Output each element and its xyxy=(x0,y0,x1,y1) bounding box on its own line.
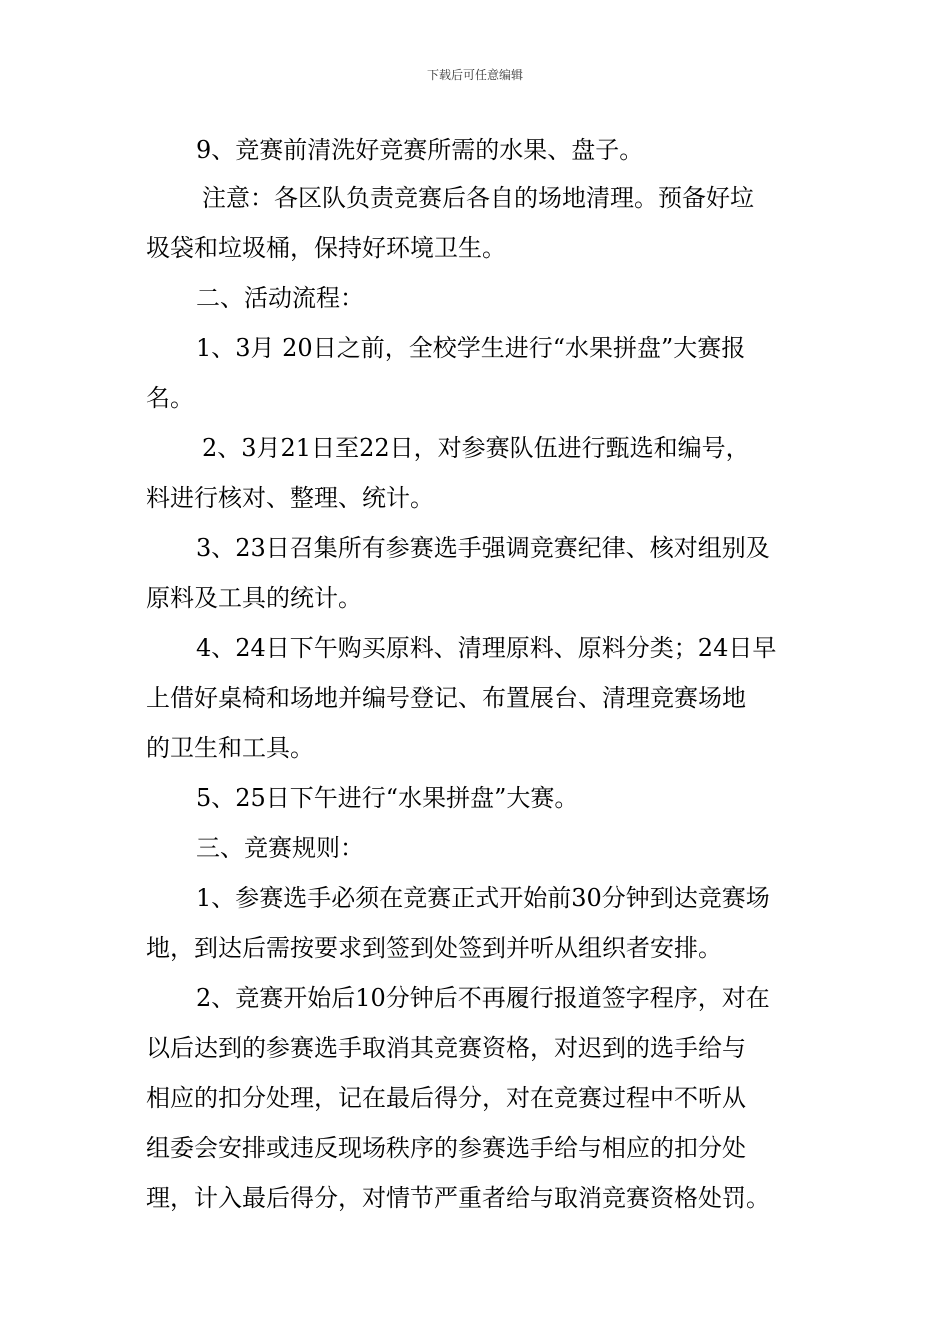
text-line: 1、3月 20日之前，全校学生进行“水果拼盘”大赛报 xyxy=(196,334,746,362)
section-heading: 二、活动流程： xyxy=(196,284,364,312)
text-line: 上借好桌椅和场地并编号登记、布置展台、清理竞赛场地 xyxy=(146,684,746,712)
text-line: 地，到达后需按要求到签到处签到并听从组织者安排。 xyxy=(146,934,722,962)
text-line: 4、24日下午购买原料、清理原料、原料分类；24日早 xyxy=(196,634,777,662)
text-line: 料进行核对、整理、统计。 xyxy=(146,484,434,512)
text-line: 9、竞赛前清洗好竞赛所需的水果、盘子。 xyxy=(196,136,644,164)
text-line: 3、23日召集所有参赛选手强调竞赛纪律、核对组别及 xyxy=(196,534,770,562)
text-line: 相应的扣分处理，记在最后得分，对在竞赛过程中不听从 xyxy=(146,1084,746,1112)
page-header: 下载后可任意编辑 xyxy=(426,68,523,82)
text-line: 以后达到的参赛选手取消其竞赛资格，对迟到的选手给与 xyxy=(146,1034,746,1062)
text-line: 5、25日下午进行“水果拼盘”大赛。 xyxy=(196,784,579,812)
text-line: 组委会安排或违反现场秩序的参赛选手给与相应的扣分处 xyxy=(146,1134,746,1162)
text-line: 注意：各区队负责竞赛后各自的场地清理。预备好垃 xyxy=(202,184,754,212)
text-line: 名。 xyxy=(146,384,194,412)
text-line: 原料及工具的统计。 xyxy=(146,584,362,612)
text-line: 2、竞赛开始后10分钟后不再履行报道签字程序，对在 xyxy=(196,984,770,1012)
text-line: 2、3月21日至22日，对参赛队伍进行甄选和编号， xyxy=(202,434,750,462)
text-line: 1、参赛选手必须在竞赛正式开始前30分钟到达竞赛场 xyxy=(196,884,770,912)
text-line: 圾袋和垃圾桶，保持好环境卫生。 xyxy=(146,234,506,262)
text-line: 理，计入最后得分，对情节严重者给与取消竞赛资格处罚。 xyxy=(146,1184,770,1212)
section-heading: 三、竞赛规则： xyxy=(196,834,364,862)
text-line: 的卫生和工具。 xyxy=(146,734,314,762)
